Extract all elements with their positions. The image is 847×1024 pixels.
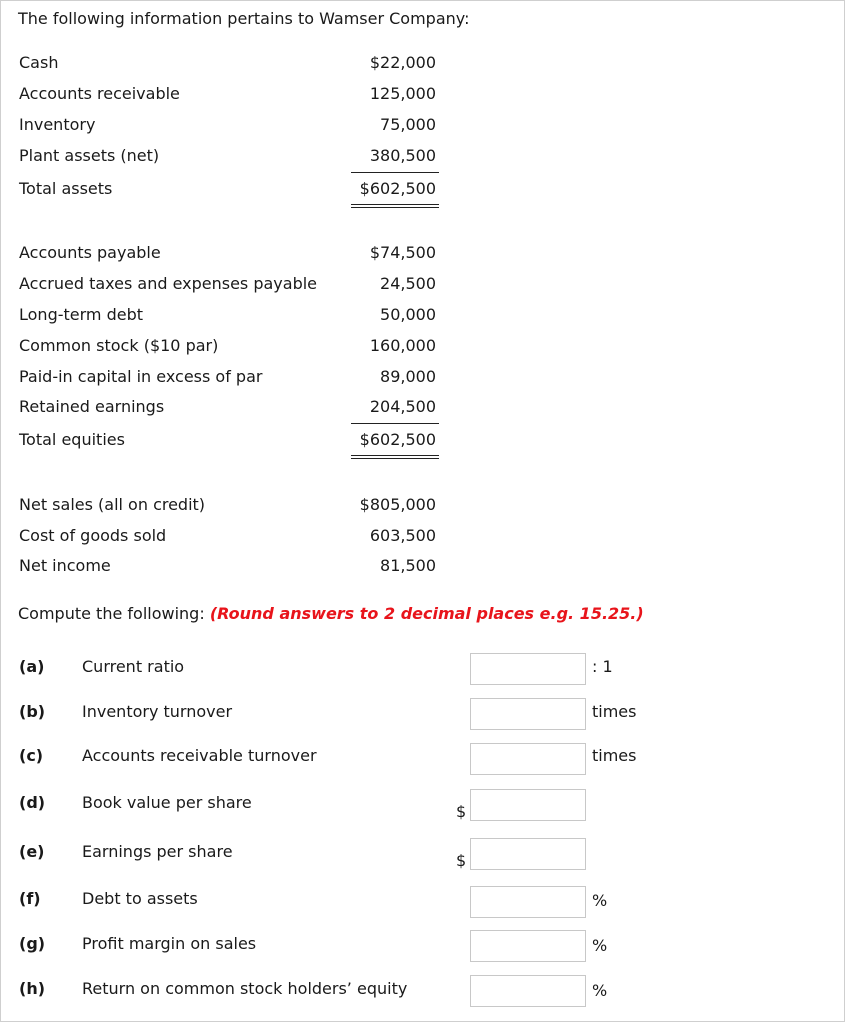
subtotal-rule — [351, 423, 439, 424]
question-letter: (a) — [19, 657, 45, 676]
row-amount: 204,500 — [369, 397, 436, 416]
row-label: Retained earnings — [19, 397, 165, 416]
total-double-rule-top — [351, 204, 439, 205]
statement-row — [19, 495, 439, 519]
statement-row — [19, 146, 439, 170]
question-label: Profit margin on sales — [82, 934, 257, 953]
statement-row — [19, 367, 439, 391]
question-row — [1, 886, 847, 920]
row-label: Common stock ($10 par) — [19, 336, 219, 355]
row-label: Inventory — [19, 115, 96, 134]
row-label: Plant assets (net) — [19, 146, 160, 165]
answer-unit: % — [592, 891, 608, 910]
row-amount: 75,000 — [380, 115, 436, 134]
statement-total-row — [19, 179, 439, 203]
receivable-turnover-input[interactable] — [470, 743, 586, 775]
question-letter: (c) — [19, 746, 44, 765]
statement-row — [19, 397, 439, 421]
row-amount: $602,500 — [359, 179, 436, 198]
row-label: Accounts receivable — [19, 84, 180, 103]
question-label: Accounts receivable turnover — [82, 746, 317, 765]
dollar-sign: $ — [456, 851, 467, 870]
question-row — [1, 838, 847, 872]
profit-margin-input[interactable] — [470, 930, 586, 962]
row-amount: 81,500 — [380, 556, 436, 575]
current-ratio-input[interactable] — [470, 653, 586, 685]
statement-row — [19, 526, 439, 550]
row-label: Paid-in capital in excess of par — [19, 367, 263, 386]
answer-unit: times — [592, 702, 637, 721]
row-amount: 125,000 — [369, 84, 436, 103]
statement-row — [19, 274, 439, 298]
debt-to-assets-input[interactable] — [470, 886, 586, 918]
question-letter: (e) — [19, 842, 45, 861]
intro-text: The following information pertains to Wamser Company: — [18, 9, 470, 28]
question-row — [1, 975, 847, 1009]
question-label: Debt to assets — [82, 889, 198, 908]
row-label: Long-term debt — [19, 305, 144, 324]
answer-unit: : 1 — [592, 657, 613, 676]
row-amount: $74,500 — [369, 243, 436, 262]
total-double-rule-top — [351, 455, 439, 456]
total-double-rule-bottom — [351, 458, 439, 459]
question-letter: (d) — [19, 793, 46, 812]
statement-row — [19, 84, 439, 108]
question-label: Book value per share — [82, 793, 252, 812]
row-amount: 603,500 — [369, 526, 436, 545]
statement-row — [19, 305, 439, 329]
dollar-sign: $ — [456, 802, 467, 821]
question-letter: (g) — [19, 934, 46, 953]
row-amount: 24,500 — [380, 274, 436, 293]
question-letter: (h) — [19, 979, 46, 998]
question-row — [1, 789, 847, 823]
row-amount: 50,000 — [380, 305, 436, 324]
question-label: Return on common stock holders’ equity — [82, 979, 408, 998]
row-label: Net sales (all on credit) — [19, 495, 206, 514]
answer-unit: % — [592, 936, 608, 955]
compute-text: Compute the following: — [18, 604, 205, 623]
row-label: Accounts payable — [19, 243, 161, 262]
row-label: Total equities — [19, 430, 125, 449]
answer-unit: times — [592, 746, 637, 765]
subtotal-rule — [351, 172, 439, 173]
row-label: Net income — [19, 556, 111, 575]
row-label: Accrued taxes and expenses payable — [19, 274, 318, 293]
statement-row — [19, 336, 439, 360]
row-amount: $22,000 — [369, 53, 436, 72]
statement-row — [19, 115, 439, 139]
row-label: Cost of goods sold — [19, 526, 167, 545]
question-row — [1, 653, 847, 687]
question-label: Current ratio — [82, 657, 185, 676]
question-letter: (b) — [19, 702, 46, 721]
statement-row — [19, 53, 439, 77]
question-row — [1, 930, 847, 964]
question-row — [1, 743, 847, 777]
row-amount: $602,500 — [359, 430, 436, 449]
rounding-note: (Round answers to 2 decimal places e.g. 15.25.) — [209, 604, 644, 623]
question-letter: (f) — [19, 889, 41, 908]
return-on-equity-input[interactable] — [470, 975, 586, 1007]
inventory-turnover-input[interactable] — [470, 698, 586, 730]
answer-unit: % — [592, 981, 608, 1000]
question-label: Inventory turnover — [82, 702, 233, 721]
statement-total-row — [19, 430, 439, 454]
row-amount: 380,500 — [369, 146, 436, 165]
row-amount: 160,000 — [369, 336, 436, 355]
statement-row — [19, 243, 439, 267]
statement-row — [19, 556, 439, 580]
book-value-input[interactable] — [470, 789, 586, 821]
row-label: Cash — [19, 53, 59, 72]
eps-input[interactable] — [470, 838, 586, 870]
row-label: Total assets — [19, 179, 113, 198]
total-double-rule-bottom — [351, 207, 439, 208]
row-amount: $805,000 — [359, 495, 436, 514]
row-amount: 89,000 — [380, 367, 436, 386]
question-label: Earnings per share — [82, 842, 233, 861]
question-row — [1, 698, 847, 732]
compute-instructions — [18, 604, 644, 623]
